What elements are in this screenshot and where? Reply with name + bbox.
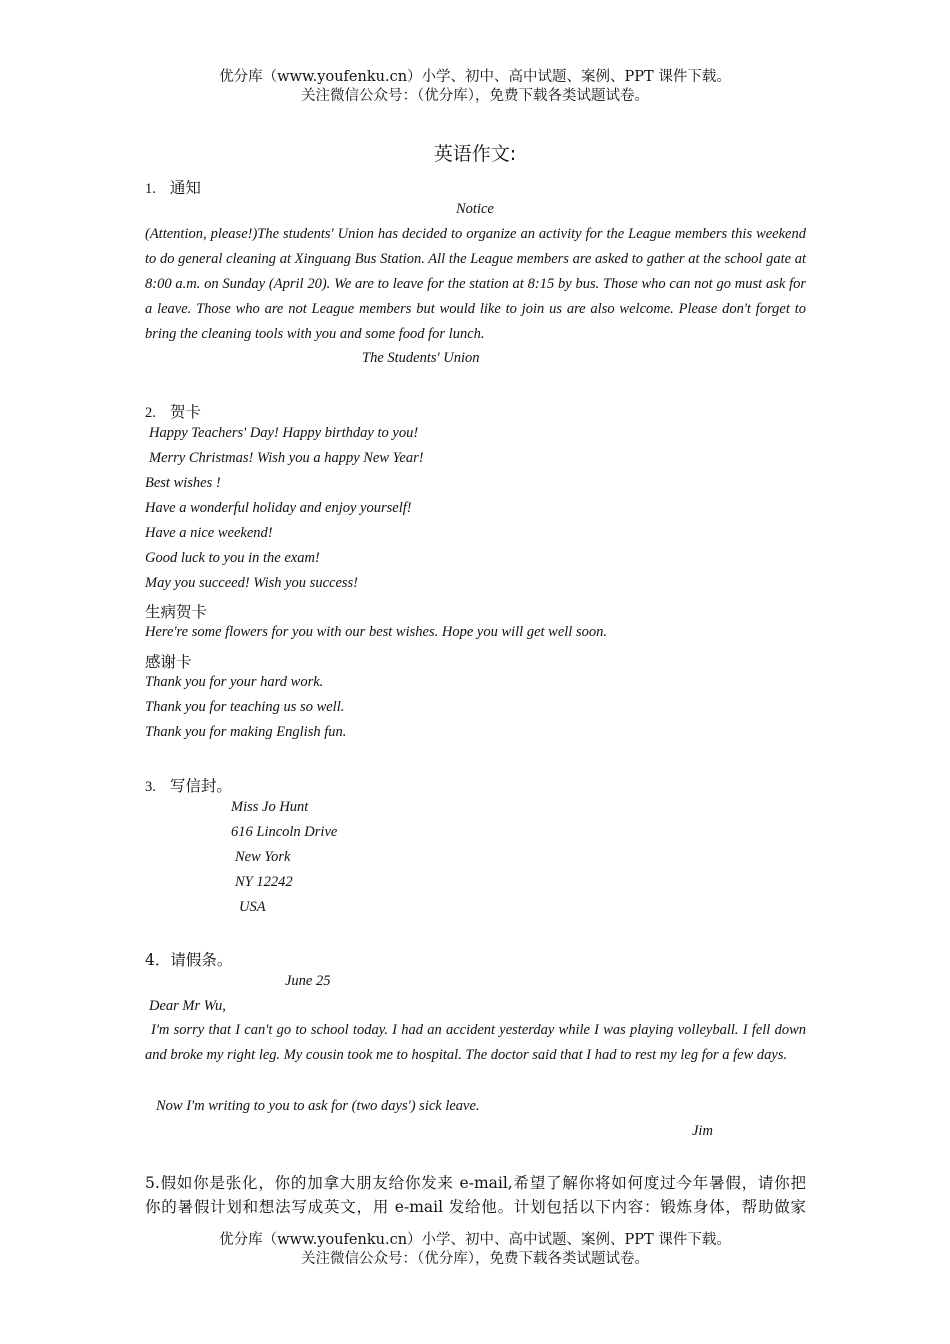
sick-card-line: Here're some flowers for you with our best wishes. Hope you will get well soon. [145, 624, 607, 640]
greeting-line: Merry Christmas! Wish you a happy New Year! [149, 450, 424, 466]
greeting-line: Best wishes ! [145, 475, 221, 491]
section-3-title: 写信封。 [169, 777, 232, 795]
section-2-number: 2. [145, 405, 156, 421]
section-2-heading [145, 400, 201, 422]
leave-greeting: Dear Mr Wu, [149, 998, 226, 1014]
footer-line-1: 优分库（www.youfenku.cn）小学、初中、高中试题、案例、PPT 课件下载。 [219, 1232, 731, 1248]
address-line: New York [235, 849, 291, 865]
leave-body-2: Now I'm writing to you to ask for (two days') sick leave. [156, 1098, 480, 1114]
address-line: 616 Lincoln Drive [231, 824, 338, 840]
address-line: USA [239, 899, 266, 915]
section-1-title: 通知 [169, 179, 201, 197]
greeting-line: Good luck to you in the exam! [145, 550, 320, 566]
section-5-line-2: 你的暑假计划和想法写成英文，用 e-mail 发给他。计划包括以下内容：锻炼身体，帮助做家 [145, 1198, 806, 1216]
address-line: Miss Jo Hunt [231, 799, 309, 815]
header-line-1: 优分库（www.youfenku.cn）小学、初中、高中试题、案例、PPT 课件下载。 [219, 69, 731, 85]
page-footer [0, 1231, 950, 1269]
leave-body: I'm sorry that I can't go to school today. I had an accident yesterday while I was playing volleyball. I fell down and broke my right leg. My cousin took me to hospital. The doctor said that I had to rest my leg for a few days. [145, 1022, 806, 1063]
thanks-line: Thank you for teaching us so well. [145, 699, 345, 715]
address-line: NY 12242 [235, 874, 293, 890]
thanks-card-heading: 感谢卡 [145, 653, 192, 671]
section-2-title: 贺卡 [169, 403, 201, 421]
thanks-line: Thank you for making English fun. [145, 724, 347, 740]
greeting-line: Have a nice weekend! [145, 525, 273, 541]
section-1-number: 1. [145, 181, 156, 197]
section-5-line-1: 5.假如你是张化，你的加拿大朋友给你发来 e-mail,希望了解你将如何度过今年暑假，请你把 [145, 1174, 806, 1192]
leave-date: June 25 [285, 973, 331, 989]
greeting-line: Happy Teachers' Day! Happy birthday to you! [149, 425, 419, 441]
sick-card-heading: 生病贺卡 [145, 603, 208, 621]
section-4-heading: 4．请假条。 [145, 951, 233, 969]
greeting-line: Have a wonderful holiday and enjoy yourself! [145, 500, 412, 516]
header-line-2: 关注微信公众号：（优分库），免费下载各类试题试卷。 [301, 88, 649, 104]
greeting-line: May you succeed! Wish you success! [145, 575, 358, 591]
notice-signature: The Students' Union [362, 350, 480, 366]
section-1-heading [145, 176, 201, 198]
notice-title: Notice [456, 201, 494, 217]
leave-signature: Jim [692, 1123, 713, 1139]
section-3-heading [145, 774, 232, 796]
section-3-number: 3. [145, 779, 156, 795]
thanks-line: Thank you for your hard work. [145, 674, 324, 690]
notice-body: (Attention, please!)The students' Union has decided to organize an activity for the League members this weekend to do general cleaning at Xinguang Bus Station. All the League members are asked to gather at the school gate at 8:00 a.m. on Sunday (April 20). We are to leave for the station at 8:15 by bus. Those who can not go must ask for a leave. Those who are not League members but would like to join us are also welcome. Please don't forget to bring the cleaning tools with you and some food for lunch. [145, 226, 806, 342]
footer-line-2: 关注微信公众号：（优分库），免费下载各类试题试卷。 [301, 1251, 649, 1267]
page-title: 英语作文: [433, 143, 517, 165]
page-header [0, 68, 950, 106]
